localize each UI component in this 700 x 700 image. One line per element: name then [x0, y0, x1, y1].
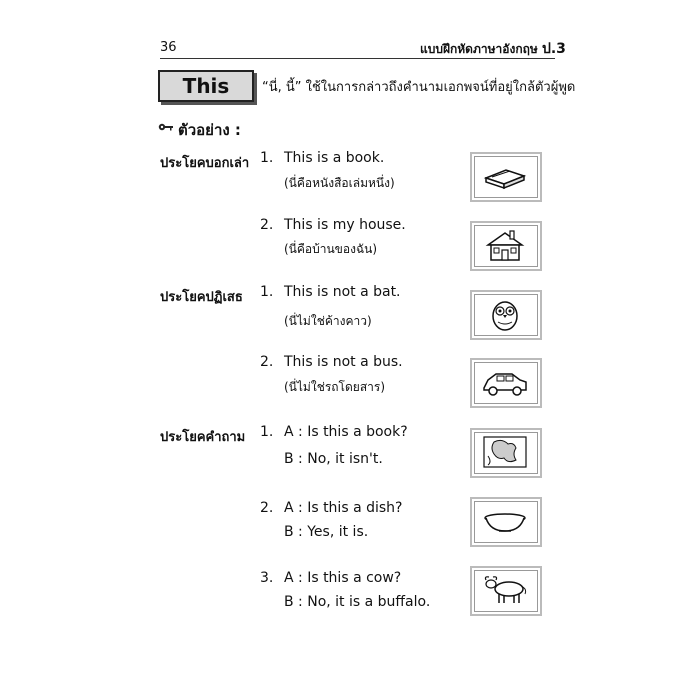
sentence: This is a book.	[284, 150, 385, 166]
picture-frame	[470, 428, 542, 478]
item-number: 1.	[260, 284, 274, 300]
key-icon	[158, 122, 174, 132]
translation: (นี่ไม่ใช่ค้างคาว)	[284, 314, 372, 328]
book-title	[420, 38, 566, 60]
grade-label: ป.3	[541, 41, 566, 57]
item-number: 2.	[260, 500, 274, 516]
question-a: A : Is this a cow?	[284, 570, 402, 586]
picture-frame	[470, 566, 542, 616]
topic-label-box: This	[158, 70, 254, 102]
section-affirmative-title: ประโยคบอกเล่า	[160, 156, 250, 171]
car-icon	[480, 364, 530, 400]
bowl-icon	[480, 503, 530, 539]
buffalo-icon	[480, 572, 530, 608]
house-icon	[480, 227, 530, 263]
item-number: 2.	[260, 354, 274, 370]
book-title-text: แบบฝึกหัดภาษาอังกฤษ	[420, 42, 542, 56]
translation: (นี่คือหนังสือเล่มหนึ่ง)	[284, 176, 395, 190]
book-icon	[480, 158, 530, 194]
item-number: 3.	[260, 570, 274, 586]
translation: (นี่ไม่ใช่รถโดยสาร)	[284, 380, 386, 394]
picture-frame	[470, 221, 542, 271]
picture-frame	[470, 497, 542, 547]
answer-b: B : No, it isn't.	[284, 451, 383, 467]
owl-icon	[480, 296, 530, 332]
item-number: 1.	[260, 150, 274, 166]
page-number: 36	[160, 40, 177, 55]
section-question-title: ประโยคคำถาม	[160, 430, 246, 445]
picture-frame	[470, 290, 542, 340]
sentence: This is not a bus.	[284, 354, 403, 370]
sentence: This is not a bat.	[284, 284, 401, 300]
item-number: 2.	[260, 217, 274, 233]
picture-frame	[470, 152, 542, 202]
question-a: A : Is this a dish?	[284, 500, 403, 516]
question-a: A : Is this a book?	[284, 424, 408, 440]
header-divider	[160, 58, 555, 59]
answer-b: B : Yes, it is.	[284, 524, 369, 540]
answer-b: B : No, it is a buffalo.	[284, 594, 431, 610]
sentence: This is my house.	[284, 217, 406, 233]
examples-label: ตัวอย่าง :	[178, 121, 241, 139]
map-icon	[480, 434, 530, 470]
picture-frame	[470, 358, 542, 408]
topic-definition: “นี่, นี้” ใช้ในการกล่าวถึงคำนามเอกพจน์ที่อยู่ใกล้ตัวผู้พูด	[262, 80, 576, 95]
translation: (นี่คือบ้านของฉัน)	[284, 242, 378, 256]
item-number: 1.	[260, 424, 274, 440]
section-negative-title: ประโยคปฏิเสธ	[160, 290, 243, 305]
